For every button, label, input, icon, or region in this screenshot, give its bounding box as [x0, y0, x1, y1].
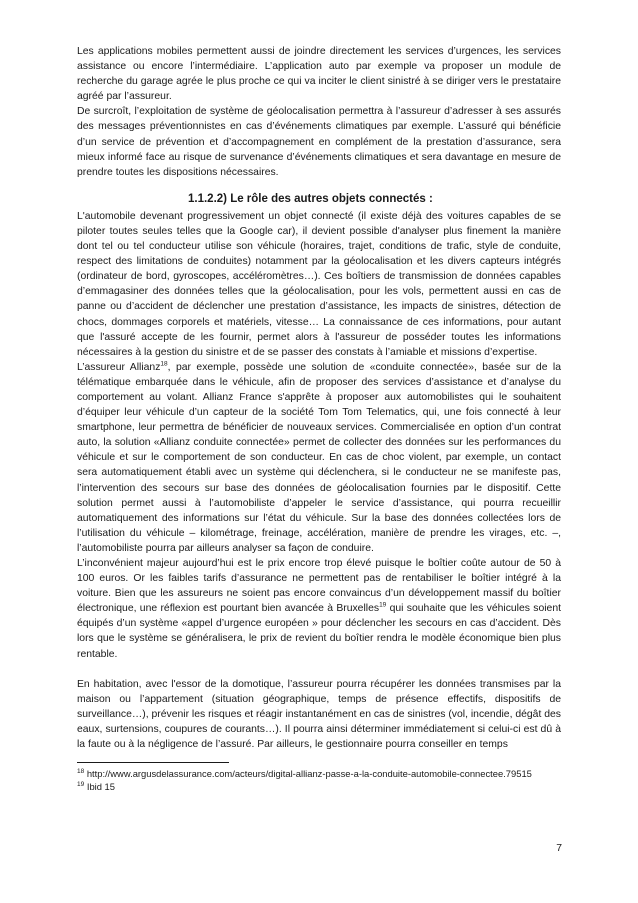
paragraph-bruxelles — [77, 556, 561, 662]
body-text — [77, 44, 561, 752]
paragraph-gap — [77, 662, 561, 677]
paragraph-geolocation: De surcroît, l’exploitation de système de géolocalisation permettra à l’assureur d’adresser à ses assurés des messages préventionnistes en cas d’événements climatiques par exemple. L’assuré qui bénéficie d’un service de prévention et d’accompagnement en complément de la prestation d’assurance, sera mieux informé face au risque de survenance d’événements climatiques et sera davantage en mesure de prendre toutes les dispositions nécessaires. — [77, 106, 561, 178]
footnote-ref-18[interactable]: 18 — [160, 360, 168, 368]
paragraph-mobile-apps: Les applications mobiles permettent aussi de joindre directement les services d’urgences, les services assistance ou encore l’intermédiaire. L’application auto par exemple va proposer un module de recherche du garage agrée le plus proche ce qui va inciter le client sinistré à se diriger vers le prestataire agréé par l’assureur. — [77, 46, 561, 103]
paragraph-habitation: En habitation, avec l'essor de la domotique, l’assureur pourra récupérer les données transmises par la maison ou l’appartement (situation géographique, temps de présence effectifs, dispositifs de surveillance…), prévenir les risques et réagir instantanément en cas de sinistres (vol, incendie, dégât des eaux, surtensions, coupures de courants…). Il pourra ainsi déterminer immédiatement si celui-ci est dû à la faute ou à la négligence de l’assuré. Par ailleurs, le gestionnaire pourra conseiller en temps — [77, 678, 561, 751]
paragraph-connected-car: L'automobile devenant progressivement un objet connecté (il existe déjà des voitures capables de se piloter toutes seules telles que la Google car), il devient possible d'analyser plus finement la manière dont tel ou tel conducteur utilise son véhicule (horaires, trajet, conditions de trafic, style de conduite, respect des limitations de conduites) notamment par la géolocalisation et les divers capteurs intégrés (ordinateur de bord, gyroscopes, accéléromètres…). Ces boîtiers de transmission de données capables d’emmagasiner des données telles que la géolocalisation, pour les vols, permettent aussi en cas de panne ou d’accident de déclencher une prestation d’assistance, les impacts de sinistres, détection de chocs, dommages corporels et matériels, vitesse… La connaissance de ces informations, pour autant que l'assuré accepte de les fournir, permet alors à l'assureur de posséder toutes les informations nécessaires à la gestion du sinistre et de se passer des constats à l’amiable et missions d’expertise. — [77, 210, 561, 358]
footnote-link[interactable]: http://www.argusdelassurance.com/acteurs/digital-allianz-passe-a-la-conduite-automobile-connectee.79515 — [84, 768, 532, 779]
footnote-19 — [77, 780, 561, 793]
allianz-text-end: , par exemple, possède une solution de «conduite connectée», basée sur de la télématique embarquée dans le véhicule, afin de proposer des services d’assistance et d’analyse du comportement au volant. Allianz France s'apprête à proposer aux automobilistes qui le souhaitent d’équiper leur véhicule d’un capteur de la société Tom Tom Telematics, qui, une fois connecté à leur smartphone, leur permettra de bénéficier de nouveaux services. Commercialisée en option d’un contrat auto, la solution «Allianz conduite connectée» permet de collecter des données sur les performances du véhicule et sur le comportement de son conducteur. En cas de choc violent, par exemple, un contact sera automatiquement établi avec un système qui déclenchera, si le conducteur ne se manifeste pas, l’intervention des secours sur base des données de géolocalisation fournies par le dispositif. Cette solution permet aussi à l’automobiliste d’appeler le service d’assistance, qui pourra recueillir automatiquement des informations sur l’état du véhicule. Sur la base des données collectées lors de l’utilisation du véhicule – kilométrage, freinage, accélération, manière de prendre les virages, etc. –, l’automobiliste pourra par ailleurs analyser sa façon de conduire. — [77, 361, 561, 554]
footnote-text: Ibid 15 — [84, 781, 115, 792]
page-number: 7 — [556, 843, 562, 854]
footnote-separator — [77, 762, 229, 763]
footnotes — [77, 767, 561, 793]
paragraph-allianz — [77, 360, 561, 556]
footnote-ref-19[interactable]: 19 — [379, 601, 387, 609]
section-heading: 1.1.2.2) Le rôle des autres objets connectés : — [188, 192, 433, 205]
footnote-18 — [77, 767, 561, 780]
footnote-number: 18 — [77, 767, 85, 775]
bruxelles-text-start: L’inconvénient majeur aujourd’hui est le prix encore trop élevé puisque le boîtier coûte autour de 50 à 100 euros. Or les faibles tarifs d’assurance ne permettent pas de rentabiliser le boîtier intégré à la voiture. Bien que les assureurs ne soient pas encore convaincus d’un développement massif du boîtier électronique, une réflexion est pourtant bien avancée à Bruxelles — [77, 558, 561, 615]
footnote-number: 19 — [77, 780, 85, 788]
bruxelles-text-end: qui souhaite que les véhicules soient équipés d’un système «appel d’urgence européen » pour déclencher les secours en cas d’accident. Dès lors que le système se généralisera, le prix de revient du boîtier rendra le modèle économique bien plus rentable. — [77, 603, 561, 660]
allianz-text-start: L’assureur Allianz — [77, 361, 161, 373]
